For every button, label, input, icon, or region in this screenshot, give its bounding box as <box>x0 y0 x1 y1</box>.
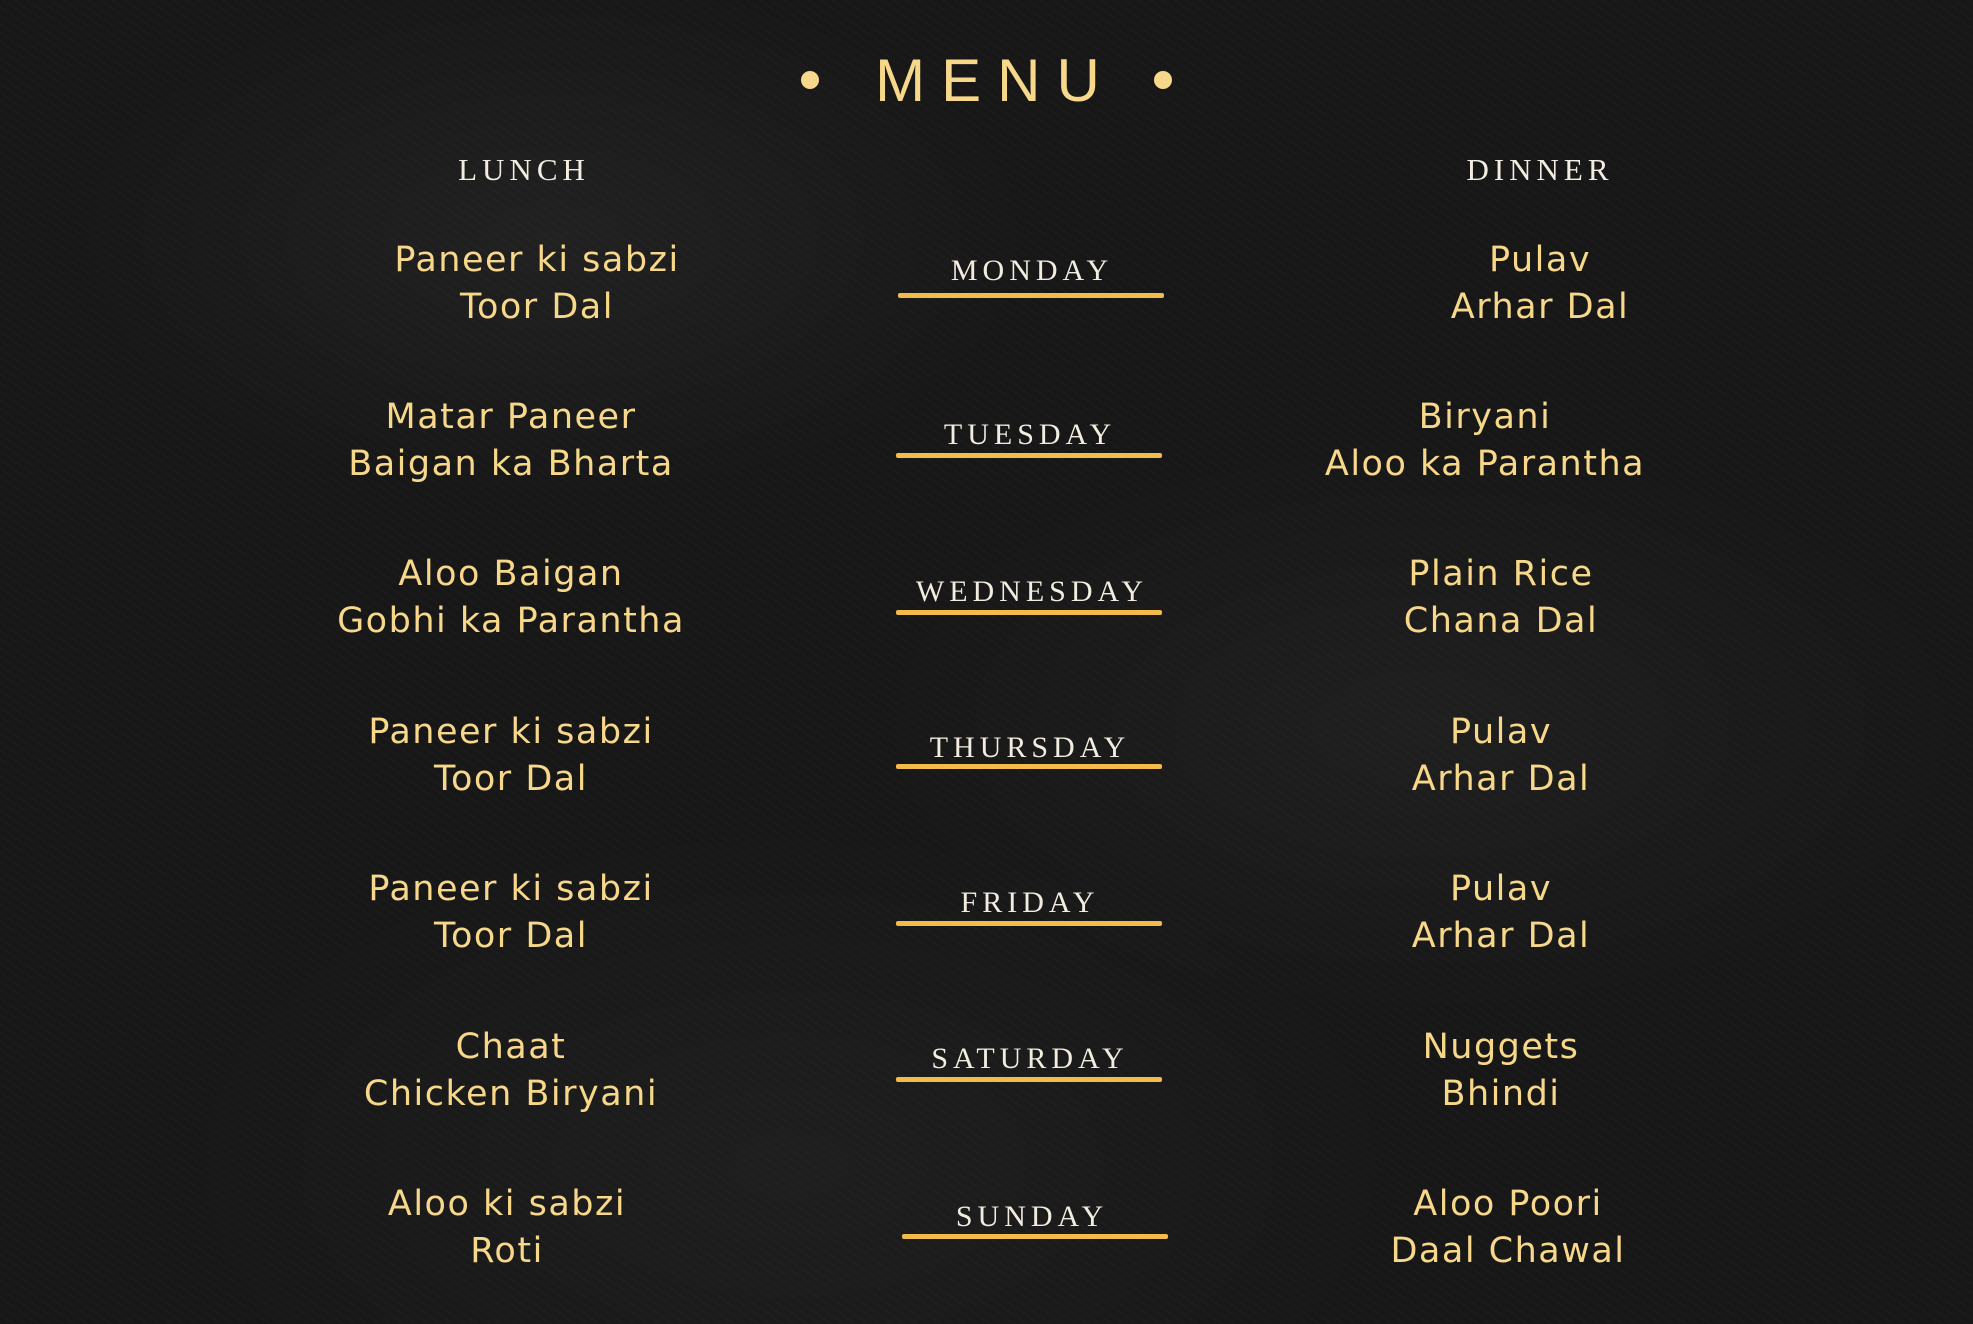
lunch-item: Toor Dal <box>460 287 614 327</box>
day-label: FRIDAY <box>960 886 1100 919</box>
dinner-item: Bhindi <box>1441 1074 1561 1114</box>
dinner-item: Chana Dal <box>1403 601 1599 641</box>
lunch-items <box>297 237 777 331</box>
dinner-column-heading: DINNER <box>1466 152 1614 187</box>
menu-row-friday <box>0 866 1973 986</box>
dinner-item: Plain Rice <box>1408 554 1594 594</box>
dinner-item: Biryani <box>1418 397 1552 437</box>
lunch-items <box>271 551 751 645</box>
day-underline <box>896 1077 1162 1082</box>
lunch-item: Toor Dal <box>434 759 588 799</box>
day-underline <box>896 764 1162 769</box>
day-underline <box>896 610 1162 615</box>
dinner-items <box>1300 237 1780 331</box>
lunch-column-heading: LUNCH <box>458 152 590 187</box>
lunch-item: Baigan ka Bharta <box>348 444 674 484</box>
dinner-items <box>1245 394 1725 488</box>
lunch-item: Gobhi ka Parantha <box>337 601 685 641</box>
dinner-item: Arhar Dal <box>1411 759 1591 799</box>
menu-row-wednesday <box>0 551 1973 671</box>
menu-row-sunday <box>0 1181 1973 1301</box>
lunch-item: Chaat <box>455 1027 567 1067</box>
dinner-item: Pulav <box>1488 240 1592 280</box>
dinner-item: Pulav <box>1449 712 1553 752</box>
day-underline <box>898 293 1164 298</box>
lunch-items <box>271 866 751 960</box>
day-underline <box>896 921 1162 926</box>
day-label: SUNDAY <box>955 1200 1109 1233</box>
menu-row-tuesday <box>0 394 1973 514</box>
lunch-item: Paneer ki sabzi <box>368 869 654 909</box>
dinner-item: Aloo ka Parantha <box>1324 444 1646 484</box>
dinner-item: Aloo Poori <box>1413 1184 1603 1224</box>
lunch-item: Paneer ki sabzi <box>394 240 680 280</box>
dinner-items <box>1261 866 1741 960</box>
lunch-items <box>271 394 751 488</box>
day-label: MONDAY <box>950 254 1114 287</box>
lunch-items <box>271 1024 751 1118</box>
lunch-item: Aloo Baigan <box>398 554 624 594</box>
menu-title <box>0 40 1973 120</box>
lunch-item: Paneer ki sabzi <box>368 712 654 752</box>
day-underline <box>896 453 1162 458</box>
dinner-items <box>1261 1024 1741 1118</box>
lunch-item: Aloo ki sabzi <box>387 1184 627 1224</box>
dinner-item: Arhar Dal <box>1411 916 1591 956</box>
dinner-items <box>1261 551 1741 645</box>
bullet-dot-icon <box>1154 71 1172 89</box>
day-label: THURSDAY <box>929 731 1131 764</box>
menu-row-thursday <box>0 709 1973 829</box>
day-underline <box>902 1234 1168 1239</box>
dinner-items <box>1268 1181 1748 1275</box>
day-label: SATURDAY <box>931 1042 1129 1075</box>
day-label: TUESDAY <box>943 418 1117 451</box>
day-label: WEDNESDAY <box>915 575 1149 608</box>
lunch-items <box>267 1181 747 1275</box>
bullet-dot-icon <box>801 71 819 89</box>
lunch-item: Roti <box>470 1231 544 1271</box>
menu-row-saturday <box>0 1024 1973 1144</box>
lunch-item: Toor Dal <box>434 916 588 956</box>
menu-title-text: MENU <box>875 46 1116 114</box>
dinner-item: Daal Chawal <box>1390 1231 1626 1271</box>
dinner-item: Nuggets <box>1422 1027 1580 1067</box>
dinner-item: Arhar Dal <box>1450 287 1630 327</box>
menu-row-monday <box>0 237 1973 357</box>
lunch-item: Matar Paneer <box>385 397 637 437</box>
lunch-item: Chicken Biryani <box>363 1074 659 1114</box>
lunch-items <box>271 709 751 803</box>
dinner-item: Pulav <box>1449 869 1553 909</box>
dinner-items <box>1261 709 1741 803</box>
